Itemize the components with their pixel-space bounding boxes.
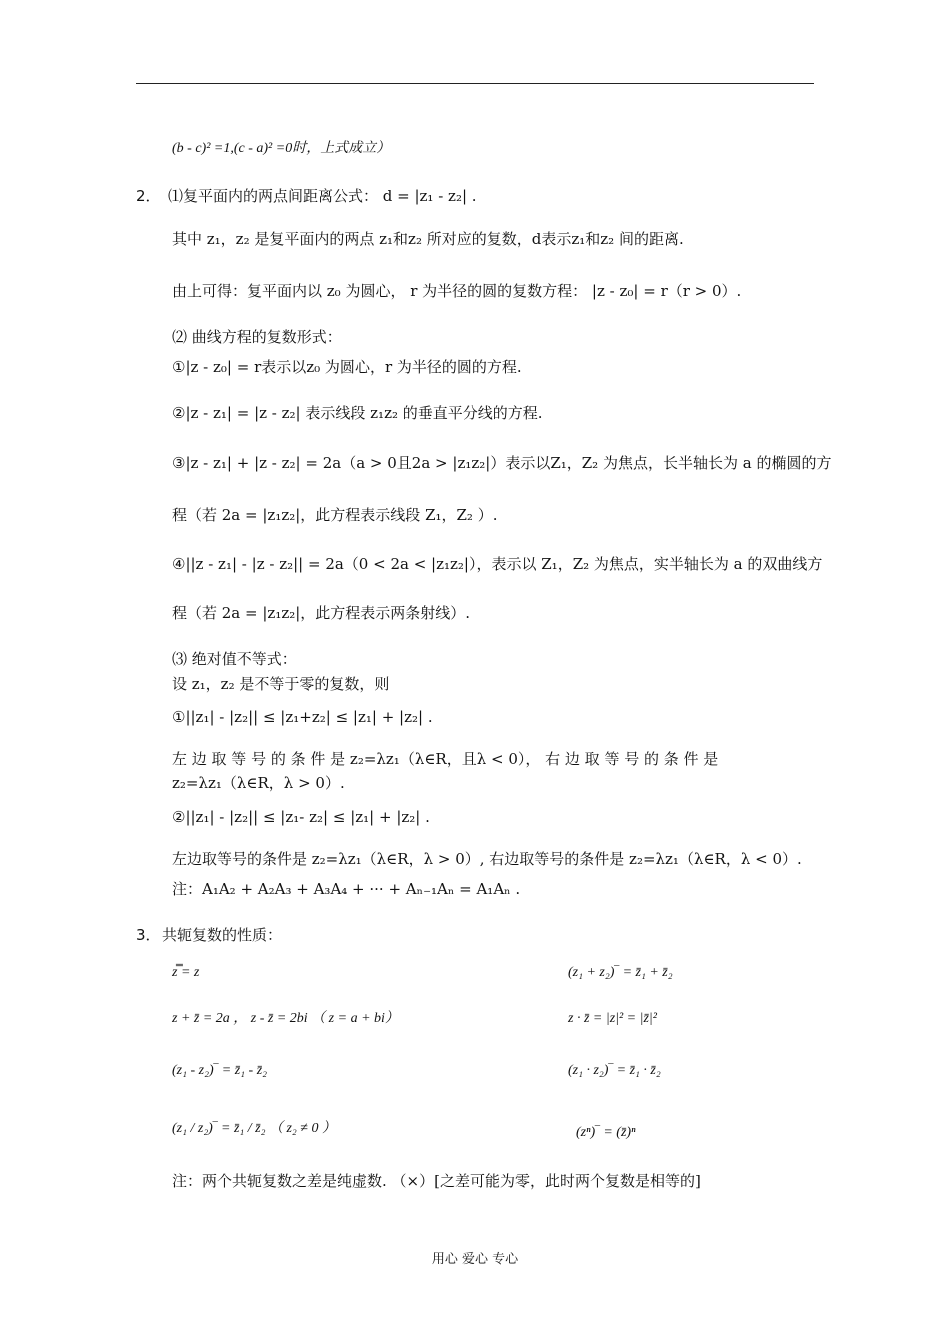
property-product-conjugate: (z₁ · z₂)‾ = z̄₁ · z̄₂	[568, 1063, 661, 1078]
header-rule	[136, 83, 814, 84]
text-line-1: (b - c)² =1,(c - a)² =0时，上式成立）	[172, 141, 391, 156]
item-ellipse: ③|z - z₁| + |z - z₂| = 2a（a > 0且2a > |z₁z₂|）表示以Z₁，Z₂ 为焦点，长半轴长为 a 的椭圆的方	[172, 454, 832, 472]
vector-sum-note: 注：A₁A₂ + A₂A₃ + A₃A₄ + ··· + Aₙ₋₁Aₙ = A₁Aₙ .	[172, 880, 521, 898]
subheading-inequalities: ⑶ 绝对值不等式：	[172, 650, 297, 668]
distance-formula: ⑴复平面内的两点间距离公式： d = |z₁ - z₂| .	[168, 187, 477, 205]
section-number-3: 3．	[136, 926, 161, 944]
item-ellipse-note: 程（若 2a = |z₁z₂|，此方程表示线段 Z₁，Z₂ ）.	[172, 506, 498, 524]
property-quotient-conjugate: (z₁ / z₂)‾ = z̄₁ / z̄₂ （ z₂ ≠ 0 ）	[172, 1121, 336, 1136]
property-sum-difference: z + z̄ = 2a ， z - z̄ = 2bi （ z = a + bi）	[172, 1011, 399, 1026]
text-line-3: 其中 z₁，z₂ 是复平面内的两点 z₁和z₂ 所对应的复数，d表示z₁和z₂ 间的距离.	[172, 230, 684, 248]
page-footer: 用心 爱心 专心	[431, 1252, 519, 1267]
inequality-1-conditions: 左 边 取 等 号 的 条 件 是 z₂=λz₁（λ∈R，且λ < 0）， 右 边 取 等 号 的 条 件 是	[172, 750, 719, 768]
item-hyperbola-note: 程（若 2a = |z₁z₂|，此方程表示两条射线）.	[172, 604, 471, 622]
inequality-1-conditions-cont: z₂=λz₁（λ∈R，λ > 0）.	[172, 774, 345, 792]
circle-equation: 由上可得：复平面内以 z₀ 为圆心， r 为半径的圆的复数方程： |z - z₀| = r（r > 0）.	[172, 282, 742, 300]
inequality-1: ①||z₁| - |z₂|| ≤ |z₁+z₂| ≤ |z₁| + |z₂| .	[172, 708, 433, 726]
item-circle: ①|z - z₀| = r表示以z₀ 为圆心，r 为半径的圆的方程.	[172, 358, 522, 376]
text-line-13: 设 z₁，z₂ 是不等于零的复数，则	[172, 675, 390, 693]
property-difference-conjugate: (z₁ - z₂)‾ = z̄₁ - z̄₂	[172, 1063, 268, 1078]
inequality-2: ②||z₁| - |z₂|| ≤ |z₁- z₂| ≤ |z₁| + |z₂| .	[172, 808, 430, 826]
conjugate-heading: 共轭复数的性质：	[162, 926, 283, 944]
property-modulus: z · z̄ = |z|² = |z̄|²	[568, 1011, 657, 1026]
property-sum-conjugate: (z₁ + z₂)‾ = z̄₁ + z̄₂	[568, 965, 673, 980]
item-bisector: ②|z - z₁| = |z - z₂| 表示线段 z₁z₂ 的垂直平分线的方程.	[172, 404, 543, 422]
item-hyperbola: ④||z - z₁| - |z - z₂|| = 2a（0 < 2a < |z₁z₂|），表示以 Z₁，Z₂ 为焦点，实半轴长为 a 的双曲线方	[172, 555, 823, 573]
subheading-curve-forms: ⑵ 曲线方程的复数形式：	[172, 328, 342, 346]
property-double-conjugate: z̿ = z	[172, 965, 200, 980]
property-power-conjugate: (zⁿ)‾ = (z̄)ⁿ	[576, 1125, 636, 1140]
section-number-2: 2．	[136, 187, 161, 205]
inequality-2-conditions: 左边取等号的条件是 z₂=λz₁（λ∈R，λ > 0）, 右边取等号的条件是 z₂=λz₁（λ∈R，λ < 0）.	[172, 850, 802, 868]
final-note: 注：两个共轭复数之差是纯虚数. （×）[之差可能为零，此时两个复数是相等的]	[172, 1172, 701, 1190]
